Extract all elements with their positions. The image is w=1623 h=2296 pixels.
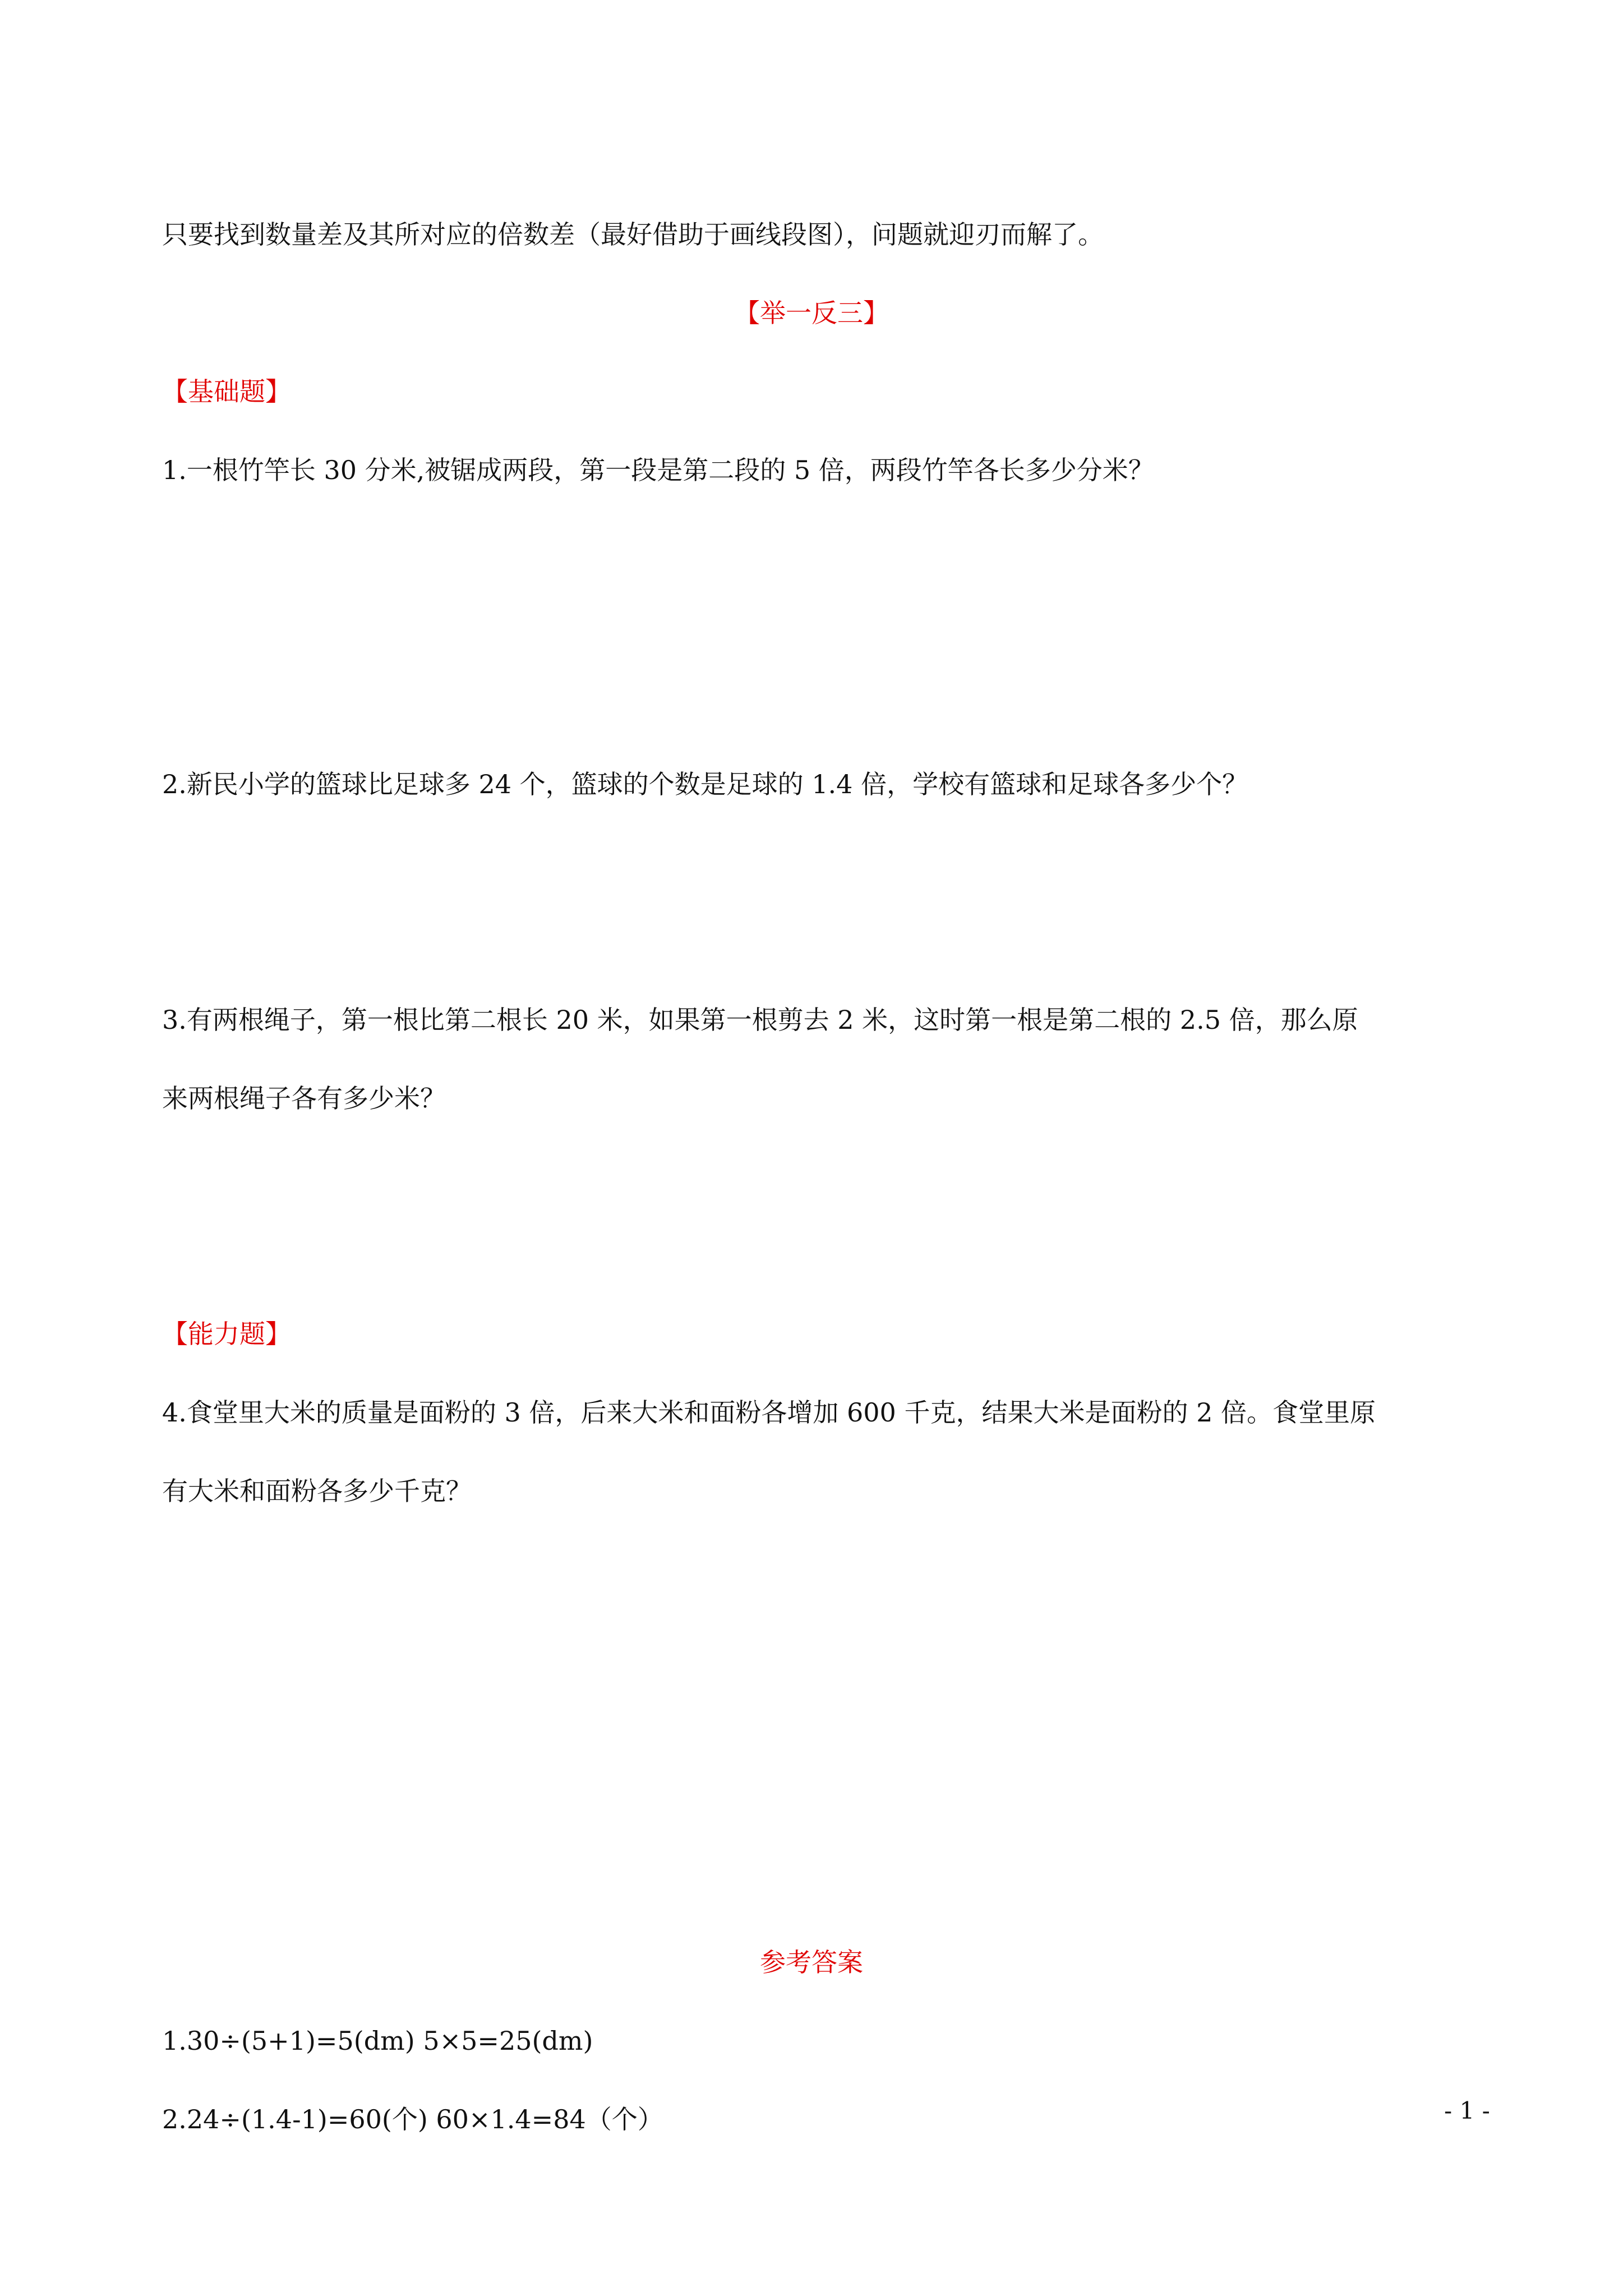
answers-title: 参考答案 [760,1947,863,1977]
answer-2: 2.24÷(1.4-1)=60(个) 60×1.4=84（个） [162,2104,663,2134]
question-4-line-2: 有大米和面粉各多少千克？ [162,1476,472,1506]
ability-heading: 【能力题】 [162,1319,291,1349]
question-1: 1.一根竹竿长 30 分米,被锯成两段，第一段是第二段的 5 倍，两段竹竿各长多少分米？ [162,455,1154,485]
question-3-line-1: 3.有两根绳子，第一根比第二根长 20 米，如果第一根剪去 2 米，这时第一根是第二根的 2.5 倍，那么原 [162,1005,1358,1035]
answer-1: 1.30÷(5+1)=5(dm) 5×5=25(dm) [162,2026,593,2056]
intro-text: 只要找到数量差及其所对应的倍数差（最好借助于画线段图），问题就迎刃而解了。 [162,219,1104,250]
question-2: 2.新民小学的篮球比足球多 24 个，篮球的个数是足球的 1.4 倍，学校有篮球和足球各多少个？ [162,769,1248,799]
page-number: - 1 - [1444,2097,1490,2124]
question-4-line-1: 4.食堂里大米的质量是面粉的 3 倍，后来大米和面粉各增加 600 千克，结果大米是面粉的 2 倍。食堂里原 [162,1397,1376,1428]
question-3-line-2: 来两根绳子各有多少米？ [162,1083,446,1114]
basic-heading: 【基础题】 [162,376,291,407]
section-title: 【举一反三】 [734,298,889,328]
